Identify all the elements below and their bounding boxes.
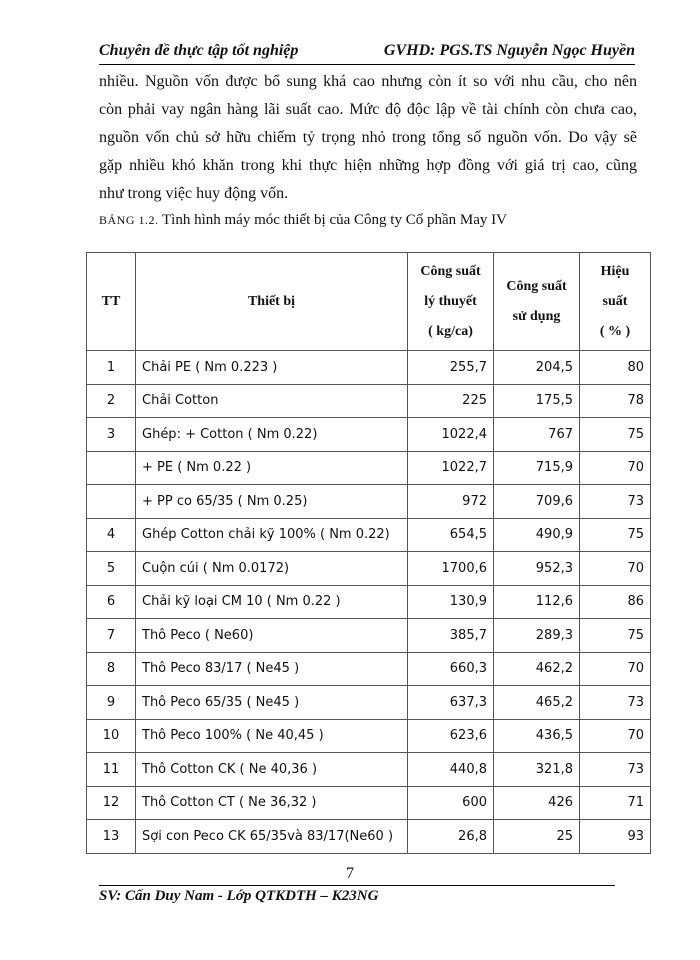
row-device: Ghép Cotton chải kỹ 100% ( Nm 0.22) [136,518,408,552]
table-row [87,384,651,418]
row-efficiency: 80 [580,351,651,385]
row-tt: 3 [87,418,136,452]
page-footer: SV: Cấn Duy Nam - Lớp QTKDTH – K23NG [99,888,379,904]
table-row [87,619,651,653]
col-header-efficiency [580,253,651,351]
header-title: Chuyên đề thực tập tốt nghiệp [99,42,299,59]
row-tt: 8 [87,652,136,686]
row-theory-capacity: 623,6 [408,719,494,753]
table-row [87,585,651,619]
row-device: Cuộn cúi ( Nm 0.0172) [136,552,408,586]
table-row [87,686,651,720]
row-theory-capacity: 26,8 [408,820,494,854]
row-theory-capacity: 130,9 [408,585,494,619]
row-used-capacity: 204,5 [494,351,580,385]
row-efficiency: 70 [580,719,651,753]
row-device: + PE ( Nm 0.22 ) [136,451,408,485]
row-used-capacity: 767 [494,418,580,452]
col-header-theory-capacity [408,253,494,351]
footer-divider [99,885,615,886]
row-theory-capacity: 637,3 [408,686,494,720]
table-row [87,753,651,787]
header-line: suất [602,293,628,309]
header-advisor: GVHD: PGS.TS Nguyễn Ngọc Huyền [383,42,635,59]
table-caption-label: BẢNG 1.2. [99,213,159,227]
page-header [99,38,635,65]
row-used-capacity: 321,8 [494,753,580,787]
row-device: Sợi con Peco CK 65/35và 83/17(Ne60 ) [136,820,408,854]
row-efficiency: 93 [580,820,651,854]
row-efficiency: 73 [580,686,651,720]
paragraph-line: như trong việc huy động vốn. [99,185,289,202]
row-device: Thô Cotton CT ( Ne 36,32 ) [136,786,408,820]
row-device: Chải Cotton [136,384,408,418]
row-device: Thô Peco 65/35 ( Ne45 ) [136,686,408,720]
row-theory-capacity: 972 [408,485,494,519]
row-tt: 9 [87,686,136,720]
row-used-capacity: 289,3 [494,619,580,653]
header-line: ( kg/ca) [428,323,473,339]
table-row [87,719,651,753]
header-line: Hiệu [600,263,630,279]
table-row [87,786,651,820]
table-row [87,552,651,586]
row-efficiency: 75 [580,518,651,552]
row-efficiency: 73 [580,753,651,787]
row-tt: 2 [87,384,136,418]
row-theory-capacity: 660,3 [408,652,494,686]
table-caption [99,212,507,229]
row-used-capacity: 465,2 [494,686,580,720]
table-row [87,485,651,519]
row-used-capacity: 952,3 [494,552,580,586]
col-header-tt: TT [87,253,136,351]
row-used-capacity: 436,5 [494,719,580,753]
paragraph-line: nguồn vốn chủ sở hữu chiếm tỷ trọng nhỏ trong tổng số nguồn vốn. Do vậy sẽ [99,129,637,146]
col-header-device: Thiết bị [136,253,408,351]
row-theory-capacity: 654,5 [408,518,494,552]
row-used-capacity: 175,5 [494,384,580,418]
row-tt: 7 [87,619,136,653]
row-device: Thô Peco 100% ( Ne 40,45 ) [136,719,408,753]
row-efficiency: 75 [580,418,651,452]
header-line: Công suất [420,263,481,279]
row-used-capacity: 426 [494,786,580,820]
row-tt: 1 [87,351,136,385]
row-device: Ghép: + Cotton ( Nm 0.22) [136,418,408,452]
header-line: Công suất [506,278,567,294]
header-line: ( % ) [599,323,631,339]
row-theory-capacity: 385,7 [408,619,494,653]
row-tt [87,485,136,519]
row-tt: 6 [87,585,136,619]
row-theory-capacity: 440,8 [408,753,494,787]
paragraph-line: còn phải vay ngân hàng lãi suất cao. Mức độ độc lập về tài chính còn chưa cao, [99,101,637,118]
row-tt: 11 [87,753,136,787]
row-theory-capacity: 1022,7 [408,451,494,485]
row-efficiency: 78 [580,384,651,418]
row-used-capacity: 709,6 [494,485,580,519]
row-efficiency: 75 [580,619,651,653]
row-device: Chải PE ( Nm 0.223 ) [136,351,408,385]
col-header-used-capacity [494,253,580,351]
table-row [87,652,651,686]
table-row [87,451,651,485]
table-row [87,418,651,452]
table-caption-text: Tình hình máy móc thiết bị của Công ty Cổ phần May IV [158,212,507,228]
table-row [87,518,651,552]
row-tt: 12 [87,786,136,820]
table-body [87,351,651,854]
table-header-row [87,253,651,351]
row-efficiency: 71 [580,786,651,820]
row-used-capacity: 490,9 [494,518,580,552]
row-device: Thô Peco 83/17 ( Ne45 ) [136,652,408,686]
row-tt [87,451,136,485]
row-tt: 4 [87,518,136,552]
body-paragraph [99,68,637,208]
row-used-capacity: 462,2 [494,652,580,686]
table-row [87,351,651,385]
row-theory-capacity: 1022,4 [408,418,494,452]
equipment-table [86,252,651,854]
table-row [87,820,651,854]
page-number: 7 [346,865,354,882]
row-theory-capacity: 255,7 [408,351,494,385]
paragraph-line: gặp nhiều khó khăn trong khi thực hiện những hợp đồng với giá trị cao, cũng [99,157,637,174]
row-theory-capacity: 1700,6 [408,552,494,586]
row-device: + PP co 65/35 ( Nm 0.25) [136,485,408,519]
row-efficiency: 70 [580,552,651,586]
row-theory-capacity: 600 [408,786,494,820]
row-theory-capacity: 225 [408,384,494,418]
header-line: lý thuyết [424,293,477,309]
paragraph-line: nhiều. Nguồn vốn được bổ sung khá cao nhưng còn ít so với nhu cầu, cho nên [99,73,637,90]
row-efficiency: 73 [580,485,651,519]
row-device: Thô Peco ( Ne60) [136,619,408,653]
row-efficiency: 70 [580,451,651,485]
row-efficiency: 86 [580,585,651,619]
row-tt: 13 [87,820,136,854]
row-tt: 10 [87,719,136,753]
row-used-capacity: 112,6 [494,585,580,619]
row-efficiency: 70 [580,652,651,686]
row-used-capacity: 715,9 [494,451,580,485]
row-device: Chải kỹ loại CM 10 ( Nm 0.22 ) [136,585,408,619]
header-line: sử dụng [512,308,561,324]
row-tt: 5 [87,552,136,586]
row-used-capacity: 25 [494,820,580,854]
row-device: Thô Cotton CK ( Ne 40,36 ) [136,753,408,787]
